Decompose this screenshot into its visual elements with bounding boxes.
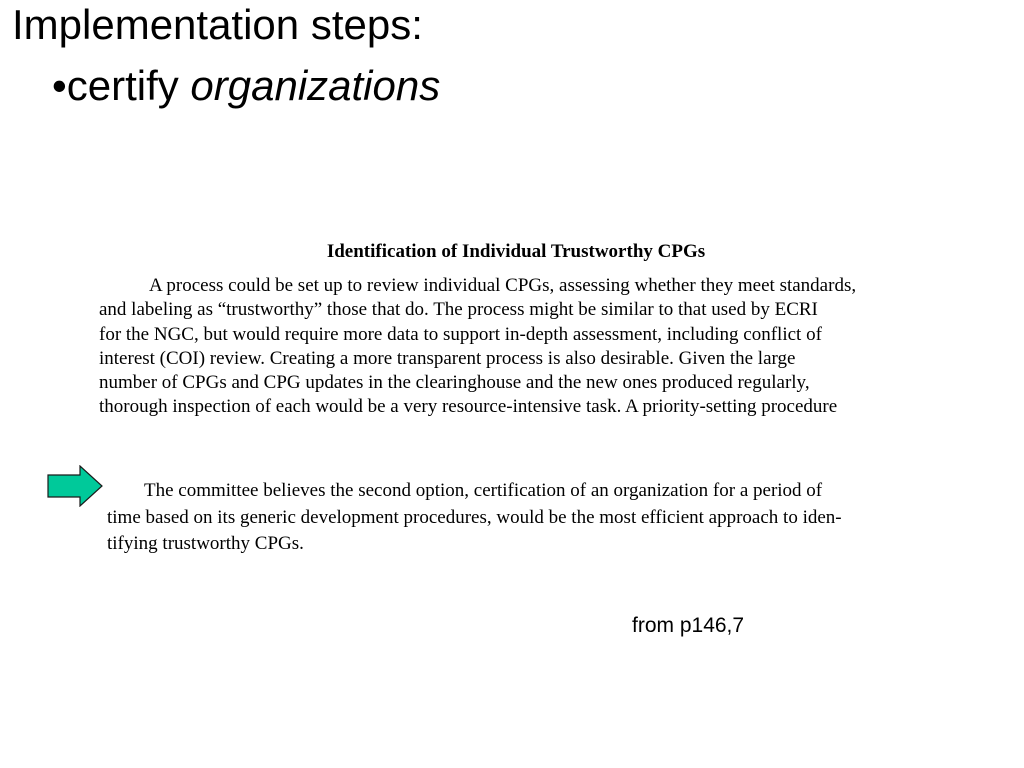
right-arrow-icon [47, 465, 104, 507]
conclusion-line: The committee believes the second option, certification of an organization for a period of [144, 480, 823, 501]
excerpt-heading: Identification of Individual Trustworthy CPGs [326, 241, 706, 262]
conclusion-line: tifying trustworthy CPGs. [107, 533, 304, 554]
conclusion-paragraph [107, 478, 1007, 558]
bullet-marker: • [52, 62, 67, 109]
excerpt-line: for the NGC, but would require more data to support in-depth assessment, including conflict of [99, 323, 822, 345]
source-note: from p146,7 [632, 614, 745, 637]
excerpt-paragraph [99, 274, 939, 420]
excerpt-line: number of CPGs and CPG updates in the clearinghouse and the new ones produced regularly, [99, 372, 810, 394]
bullet-emphasis: organizations [190, 62, 441, 109]
conclusion-line: time based on its generic development procedures, would be the most efficient approach to iden- [107, 506, 842, 528]
arrow-shape [48, 466, 102, 506]
bullet-item [52, 58, 440, 114]
slide-title: Implementation steps: [12, 1, 423, 48]
excerpt-line: A process could be set up to review individual CPGs, assessing whether they meet standards, [149, 275, 857, 296]
excerpt-line: interest (COI) review. Creating a more transparent process is also desirable. Given the large [99, 347, 796, 369]
excerpt-line: thorough inspection of each would be a very resource-intensive task. A priority-setting procedure [99, 396, 838, 418]
bullet-text: certify [66, 62, 191, 109]
excerpt-line: and labeling as “trustworthy” those that do. The process might be similar to that used by ECRI [99, 299, 818, 321]
